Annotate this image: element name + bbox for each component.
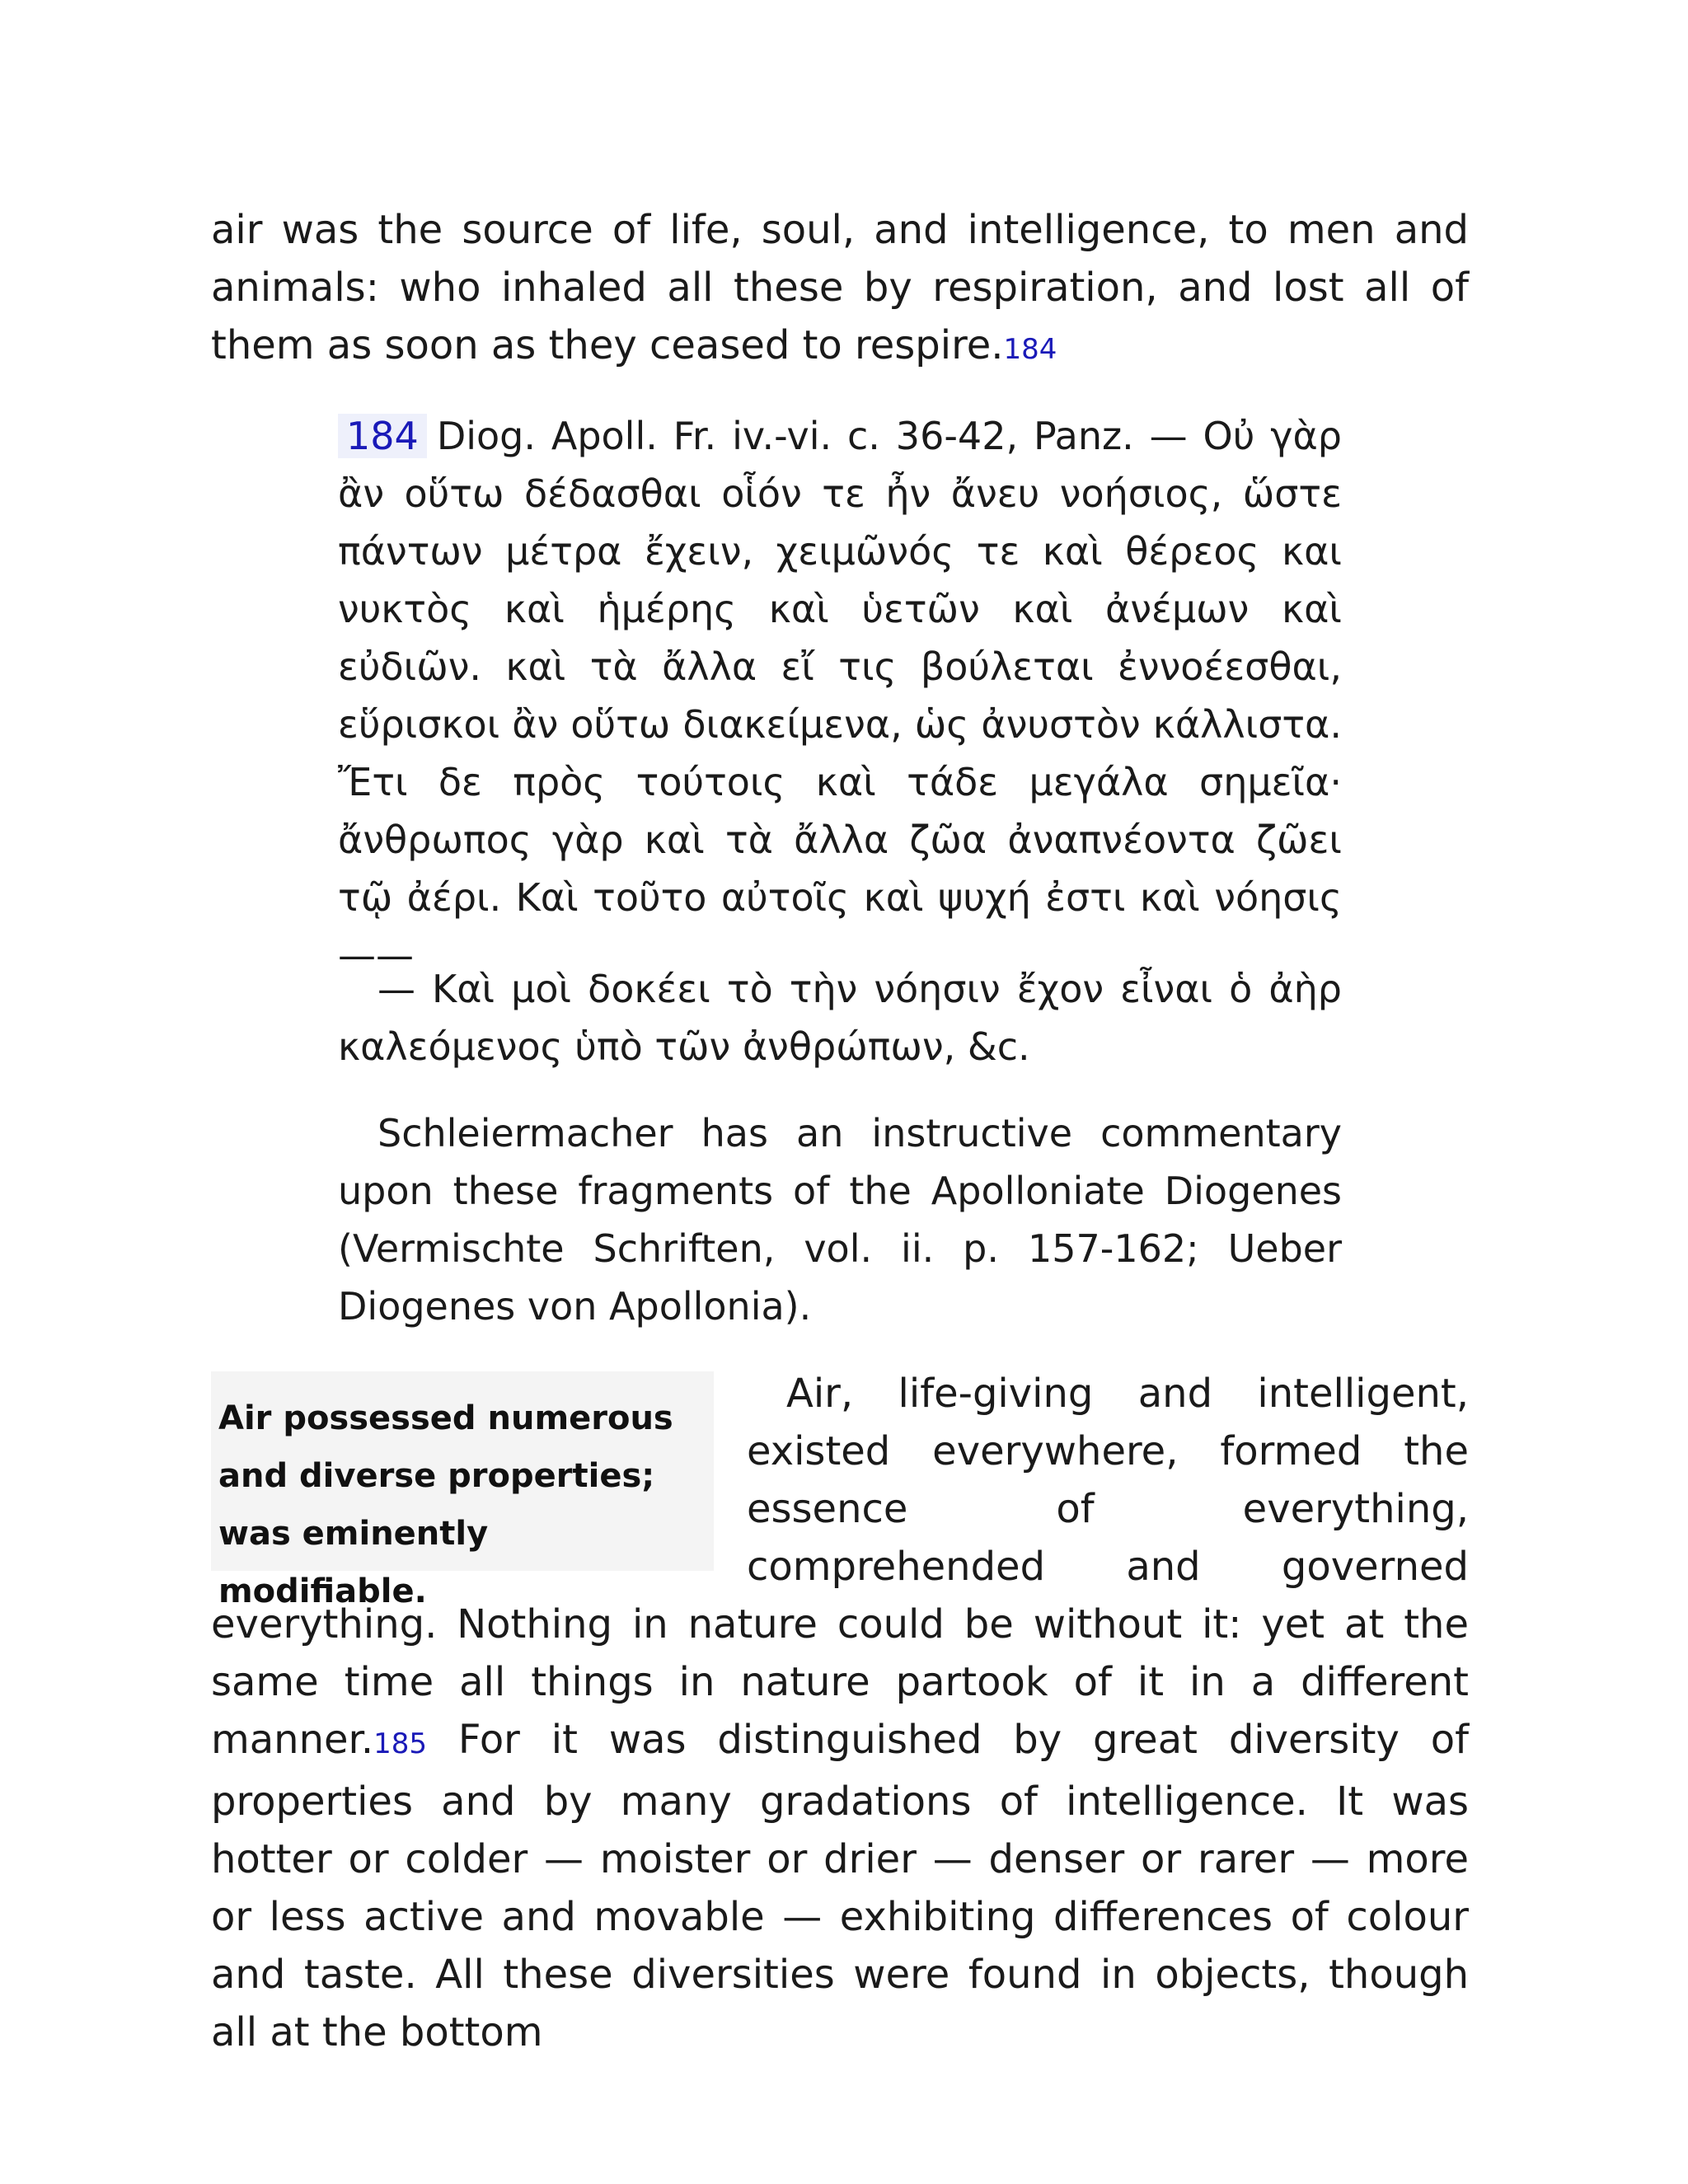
intro-paragraph	[211, 201, 1469, 378]
footnote-number-184[interactable]: 184	[338, 414, 427, 458]
intro-text: air was the source of life, soul, and intelligence, to men and animals: who inhaled all these by respiration, and lost all of them as soon as they ceased to respire.	[211, 207, 1469, 368]
sidenote-spacer	[211, 1365, 747, 1587]
footnote-184-paragraph-2: — Καὶ μοὶ δοκέει τὸ τὴν νόησιν ἔχον εἶναι ὁ ἀὴρ καλεόμενος ὑπὸ τῶν ἀνθρώπων, &c.	[338, 967, 1342, 1069]
footnote-ref-185[interactable]: 185	[373, 1727, 428, 1760]
footnote-184-paragraph-3: Schleiermacher has an instructive commentary upon these fragments of the Apolloniate Diogenes (Vermischte Schriften, vol. ii. p. 157-162; Ueber Diogenes von Apollonia).	[338, 1111, 1342, 1329]
body-text-part1: Air, life-giving and intelligent, existed everywhere, formed the essence of everything, comprehended and governed everything. Nothing in nature could be without it: yet at the same time all things in nature partook of it in a different manner.	[211, 1371, 1469, 1763]
footnote-text-1: Diog. Apoll. Fr. iv.-vi. c. 36-42, Panz. — Οὐ γὰρ ἂν οὕτω δέδασθαι οἷόν τε ἦν ἄνευ νοήσιος, ὥστε πάντων μέτρα ἔχειν, χειμῶνός τε καὶ θέρεος και νυκτὸς καὶ ἡμέρης καὶ ὑετῶν καὶ ἀνέμων καὶ εὐδιῶν. καὶ τὰ ἄλλα εἴ τις βούλεται ἐννοέεσθαι, εὕρισκοι ἂν οὕτω διακείμενα, ὡς ἀνυστὸν κάλλιστα. Ἔτι δε πρὸς τούτοις καὶ τάδε μεγάλα σημεῖα· ἄνθρωπος γὰρ καὶ τὰ ἄλλα ζῶα ἀναπνέοντα ζῶει τῷ ἀέρι. Καὶ τοῦτο αὐτοῖς καὶ ψυχή ἐστι καὶ νόησις ——	[338, 414, 1342, 977]
footnote-ref-184[interactable]: 184	[1003, 333, 1057, 366]
body-paragraph	[211, 1365, 1469, 2061]
footnote-184-paragraph-1	[338, 407, 1342, 984]
sidenote-text: Air possessed numerous and diverse properties; was eminently modifiable.	[218, 1399, 673, 1610]
body-text-part2: For it was distinguished by great diversity of properties and by many gradations of intelligence. It was hotter or colder — moister or drier — denser or rarer — more or less active and movable — exhibiting differences of colour and taste. All these diversities were found in objects, though all at the bottom	[211, 1717, 1469, 2055]
